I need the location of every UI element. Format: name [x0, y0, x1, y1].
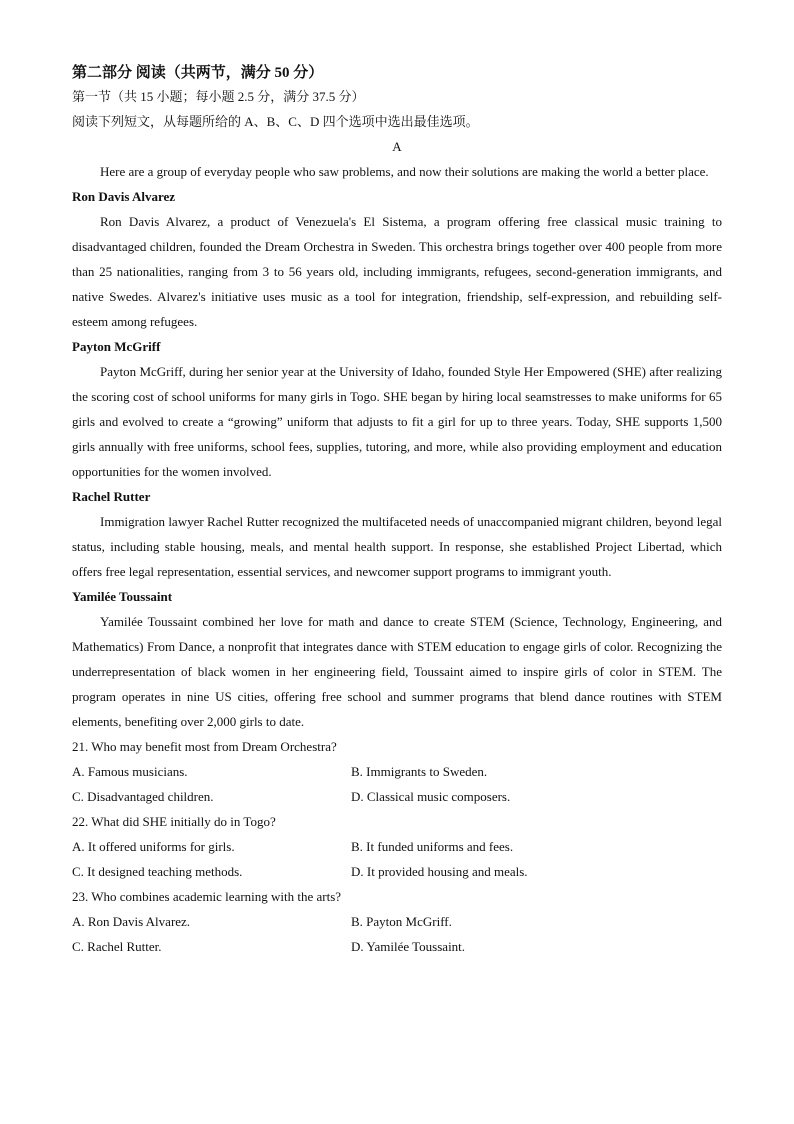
- option-a: A. It offered uniforms for girls.: [72, 839, 235, 854]
- question-23: [72, 884, 722, 959]
- person-name: Payton McGriff: [72, 339, 161, 354]
- question-stem: 22. What did SHE initially do in Togo?: [72, 814, 276, 829]
- option-b: B. Payton McGriff.: [351, 914, 452, 929]
- option-c: C. It designed teaching methods.: [72, 864, 243, 879]
- options-row: [72, 784, 722, 809]
- option-d: D. Classical music composers.: [351, 789, 511, 804]
- question-stem: 21. Who may benefit most from Dream Orchestra?: [72, 739, 337, 754]
- option-a: A. Famous musicians.: [72, 764, 188, 779]
- person-paragraph: Payton McGriff, during her senior year at the University of Idaho, founded Style Her Empowered (SHE) after realizing the scoring cost of school uniforms for many girls in Togo. SHE began by hiring local seamstresses to make uniforms for 65 girls and evolved to create a “growing” uniform that adjusts to fit a girl for up to three years. Today, SHE supports 1,500 girls annually with free uniforms, school fees, supplies, tutoring, and more, while also providing employment and education opportunities for the women involved.: [72, 364, 722, 479]
- options-row: [72, 859, 722, 884]
- option-d: D. Yamilée Toussaint.: [351, 939, 466, 954]
- question-22: [72, 809, 722, 884]
- option-b: B. It funded uniforms and fees.: [351, 839, 514, 854]
- question-stem: 23. Who combines academic learning with the arts?: [72, 889, 342, 904]
- part-title: 第二部分 阅读（共两节，满分 50 分）: [72, 65, 324, 81]
- person-paragraph: Immigration lawyer Rachel Rutter recognized the multifaceted needs of unaccompanied migrant children, beyond legal status, including stable housing, meals, and mental health support. In response, she established Project Libertad, which offers free legal representation, essential services, and newcomer support programs to immigrant youth.: [72, 514, 722, 579]
- person-paragraph: Yamilée Toussaint combined her love for math and dance to create STEM (Science, Technology, Engineering, and Mathematics) From Dance, a nonprofit that integrates dance with STEM education to engage girls of color. Recognizing the underrepresentation of black women in her engineering field, Toussaint aimed to inspire girls of color in STEM. The program operates in nine US cities, offering free school and summer programs that blend dance routines with STEM elements, benefiting over 2,000 girls to date.: [72, 614, 722, 729]
- option-c: C. Rachel Rutter.: [72, 939, 162, 954]
- instruction: 阅读下列短文，从每题所给的 A、B、C、D 四个选项中选出最佳选项。: [72, 114, 479, 129]
- options-row: [72, 834, 722, 859]
- person-name: Yamilée Toussaint: [72, 589, 173, 604]
- options-row: [72, 759, 722, 784]
- person-name: Rachel Rutter: [72, 489, 151, 504]
- passage-intro: Here are a group of everyday people who saw problems, and now their solutions are making the world a better place.: [100, 164, 709, 179]
- option-d: D. It provided housing and meals.: [351, 864, 528, 879]
- passage-label: A: [392, 139, 402, 154]
- option-c: C. Disadvantaged children.: [72, 789, 214, 804]
- options-row: [72, 909, 722, 934]
- exam-page: [72, 62, 722, 959]
- options-row: [72, 934, 722, 959]
- option-b: B. Immigrants to Sweden.: [351, 764, 488, 779]
- person-name: Ron Davis Alvarez: [72, 189, 176, 204]
- person-paragraph: Ron Davis Alvarez, a product of Venezuela's El Sistema, a program offering free classical music training to disadvantaged children, founded the Dream Orchestra in Sweden. This orchestra brings together over 400 people from more than 25 nationalities, ranging from 3 to 56 years old, including immigrants, refugees, second-generation immigrants, and native Swedes. Alvarez's initiative uses music as a tool for integration, friendship, self-expression, and rebuilding self-esteem among refugees.: [72, 214, 722, 329]
- option-a: A. Ron Davis Alvarez.: [72, 914, 191, 929]
- question-21: [72, 734, 722, 809]
- section-line: 第一节（共 15 小题；每小题 2.5 分，满分 37.5 分）: [72, 89, 365, 104]
